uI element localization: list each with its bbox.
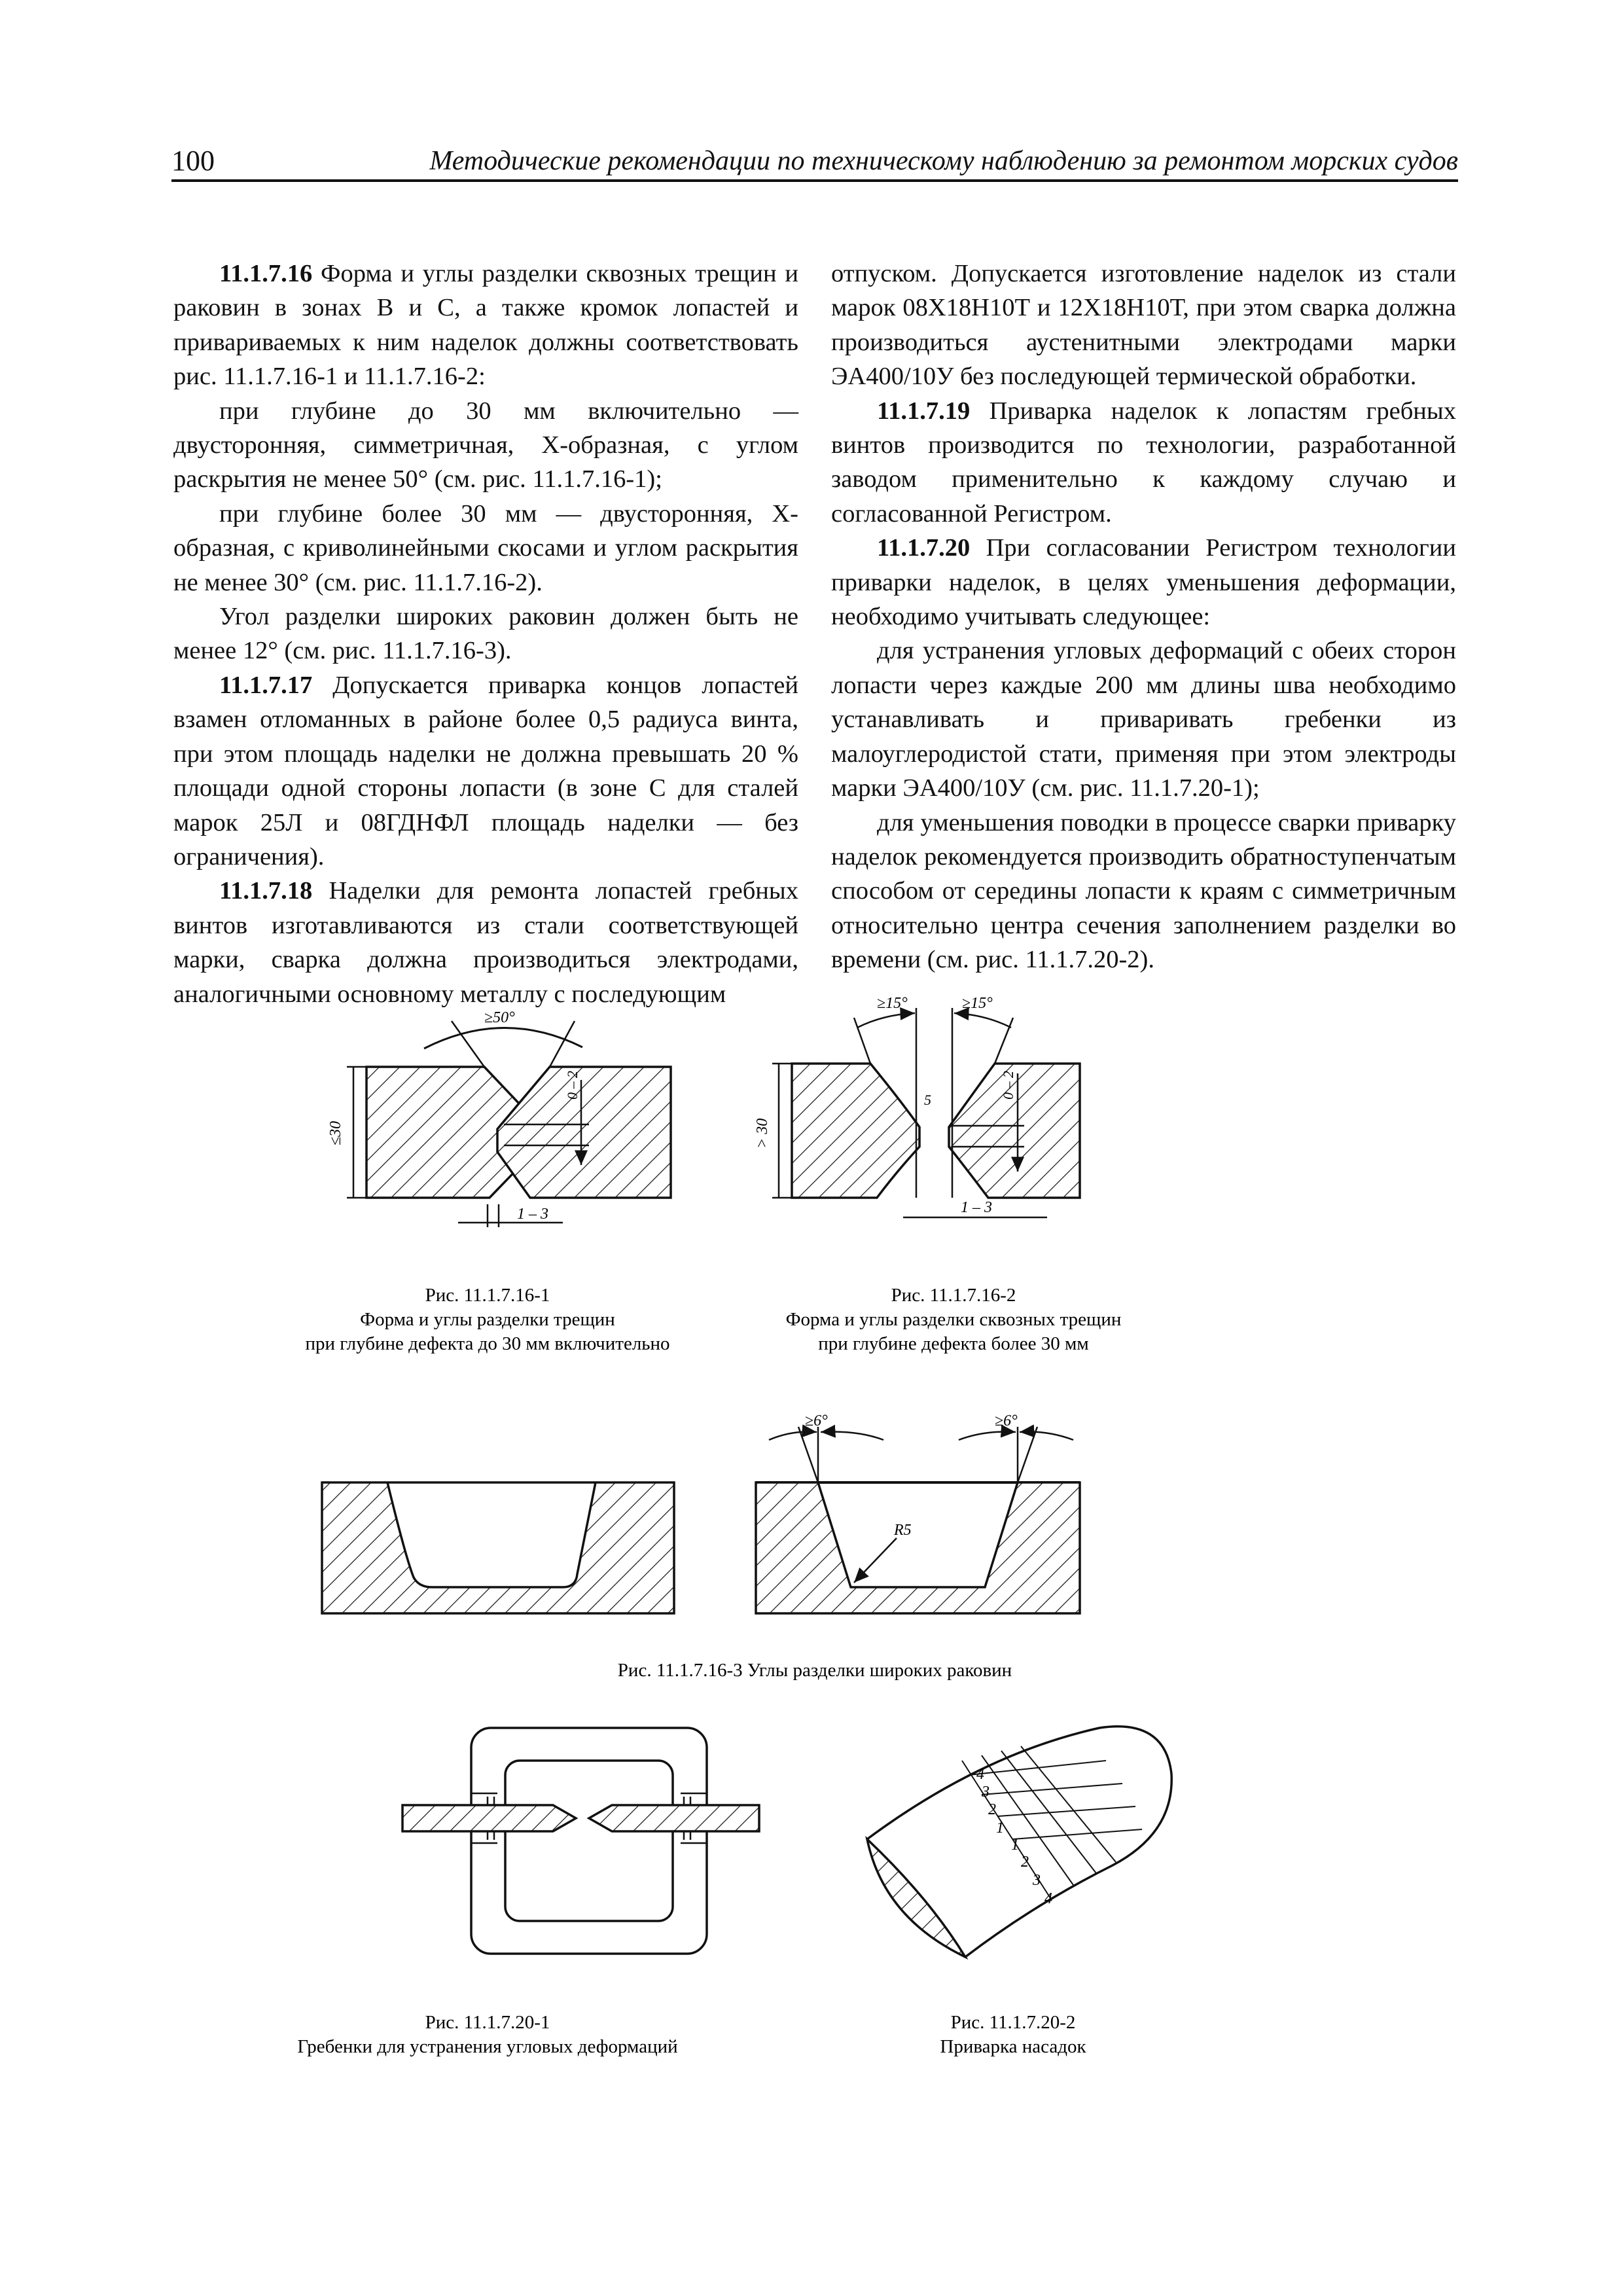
fig2-caption-line2: Форма и углы разделки сквозных трещин [785, 1309, 1122, 1330]
fig5-caption-line1: Рис. 11.1.7.20-2 [950, 2012, 1076, 2033]
paragraph-text: Наделки для ремонта лопастей гребных винтов изготавливаются из стали соответствующей марки, сварка должна производиться электродами, аналогичными основному металлу с последующим [173, 877, 798, 1008]
paragraph-text: Форма и углы разделки сквозных трещин и раковин в зонах B и C, а также кромок лопастей и привариваемых к ним наделок должны соответствовать рис. 11.1.7.16-1 и 11.1.7.16-2: [173, 260, 798, 391]
page-number: 100 [171, 145, 215, 177]
paragraph-number: 11.1.7.16 [219, 260, 313, 287]
fig5-seq-label: 4 [976, 1766, 984, 1783]
fig5-seq-label: 1 [1011, 1837, 1019, 1854]
figure-11-1-7-16-1 [347, 1021, 671, 1227]
fig1-caption-line2: Форма и углы разделки трещин [360, 1309, 615, 1330]
fig3-angle-left-label: ≥6° [805, 1412, 828, 1429]
fig3-angle-right-label: ≥6° [995, 1412, 1018, 1429]
paragraph-text: Допускается приварка концов лопастей взамен отломанных в районе более 0,5 радиуса винта, при этом площадь наделки не должна превышать 20 % площади одной стороны лопасти (в зоне C для сталей марок 25Л и 08ГДНФЛ площадь наделки — без ограничения). [173, 671, 798, 870]
fig3-radius-label: R5 [894, 1522, 912, 1539]
fig1-caption-line3: при глубине дефекта до 30 мм включительно [305, 1333, 670, 1354]
fig1-root-label: 0 – 2 [564, 1071, 580, 1100]
fig5-seq-label: 4 [1044, 1890, 1052, 1907]
paragraph-text: при глубине более 30 мм — двусторонняя, X-образная, с криволинейными скосами и углом раскрытия не менее 30° (см. рис. 11.1.7.16-2). [173, 499, 798, 596]
plate-left [792, 1064, 919, 1198]
figure-11-1-7-16-2 [772, 1008, 1080, 1217]
cavity-right [756, 1482, 1080, 1613]
fig2-angle-right-label: ≥15° [962, 995, 993, 1012]
fig5-seq-label: 3 [1033, 1872, 1041, 1889]
paragraph-number: 11.1.7.19 [877, 397, 971, 425]
blade-section [867, 1839, 965, 1957]
figure-11-1-7-20-1 [402, 1728, 759, 1954]
paragraph-number: 11.1.7.17 [219, 671, 313, 699]
fig5-seq-label: 2 [988, 1801, 996, 1818]
fig1-gap-label: 1 – 3 [517, 1206, 548, 1223]
figure-11-1-7-20-2 [867, 1727, 1171, 1957]
fig2-height-label: > 30 [754, 1118, 771, 1149]
fig5-seq-label: 2 [1021, 1854, 1029, 1871]
running-title: Методические рекомендации по техническому наблюдению за ремонтом морских судов [429, 146, 1458, 176]
blade-left [402, 1805, 576, 1831]
fig3-caption: Рис. 11.1.7.16-3 Углы разделки широких раковин [617, 1660, 1012, 1681]
blade-right [589, 1805, 759, 1831]
fig1-caption-line1: Рис. 11.1.7.16-1 [425, 1285, 550, 1306]
plate-right [497, 1067, 671, 1198]
cavity-left [322, 1482, 674, 1613]
fig2-angle-left-label: ≥15° [877, 995, 908, 1012]
figure-11-1-7-16-3 [322, 1427, 1080, 1613]
fig1-angle-label: ≥50° [484, 1009, 515, 1026]
fig2-caption-line3: при глубине дефекта более 30 мм [818, 1333, 1089, 1354]
paragraph-text: Приварка наделок к лопастям гребных винтов производится по технологии, разработанной заводом применительно к каждому случаю и согласованной Регистром. [831, 397, 1456, 528]
paragraph-text: для уменьшения поводки в процессе сварки приварку наделок рекомендуется производить обратноступенчатым способом от середины лопасти к краям с симметричным относительно центра сечения заполнением разделки во времени (см. рис. 11.1.7.20-2). [831, 808, 1456, 974]
fig2-root-label: 0 – 2 [1000, 1071, 1016, 1100]
fig4-caption-line1: Рис. 11.1.7.20-1 [425, 2012, 550, 2033]
paragraph-text: для устранения угловых деформаций с обеих сторон лопасти через каждые 200 мм длины шва необходимо устанавливать и приваривать гребенки из малоуглеродистой стати, применяя при этом электроды марки ЭА400/10У (см. рис. 11.1.7.20-1); [831, 637, 1456, 802]
paragraph-text: при глубине до 30 мм включительно — двусторонняя, симметричная, X-образная, с углом раскрытия не менее 50° (см. рис. 11.1.7.16-1); [173, 397, 798, 493]
paragraph-text: При согласовании Регистром технологии приварки наделок, в целях уменьшения деформации, необходимо учитывать следующее: [831, 534, 1456, 631]
fig5-seq-label: 1 [996, 1820, 1004, 1837]
paragraph-number: 11.1.7.20 [877, 534, 971, 562]
fig4-caption-line2: Гребенки для устранения угловых деформаций [297, 2036, 678, 2057]
fig2-gap-label: 1 – 3 [961, 1199, 992, 1216]
fig2-caption-line1: Рис. 11.1.7.16-2 [891, 1285, 1016, 1306]
fig2-radius-label: 5 [924, 1092, 931, 1108]
paragraph-text: Угол разделки широких раковин должен быть не менее 12° (см. рис. 11.1.7.16-3). [173, 603, 798, 665]
fig5-seq-label: 3 [982, 1784, 990, 1801]
fig5-caption-line2: Приварка насадок [940, 2036, 1086, 2057]
paragraph-number: 11.1.7.18 [219, 877, 313, 905]
paragraph-text: отпуском. Допускается изготовление наделок из стали марок 08Х18Н10Т и 12Х18Н10Т, при этом сварка должна производиться аустенитными электродами марки ЭА400/10У без последующей термической обработки. [831, 260, 1456, 391]
fig1-height-label: ≤30 [327, 1121, 344, 1145]
